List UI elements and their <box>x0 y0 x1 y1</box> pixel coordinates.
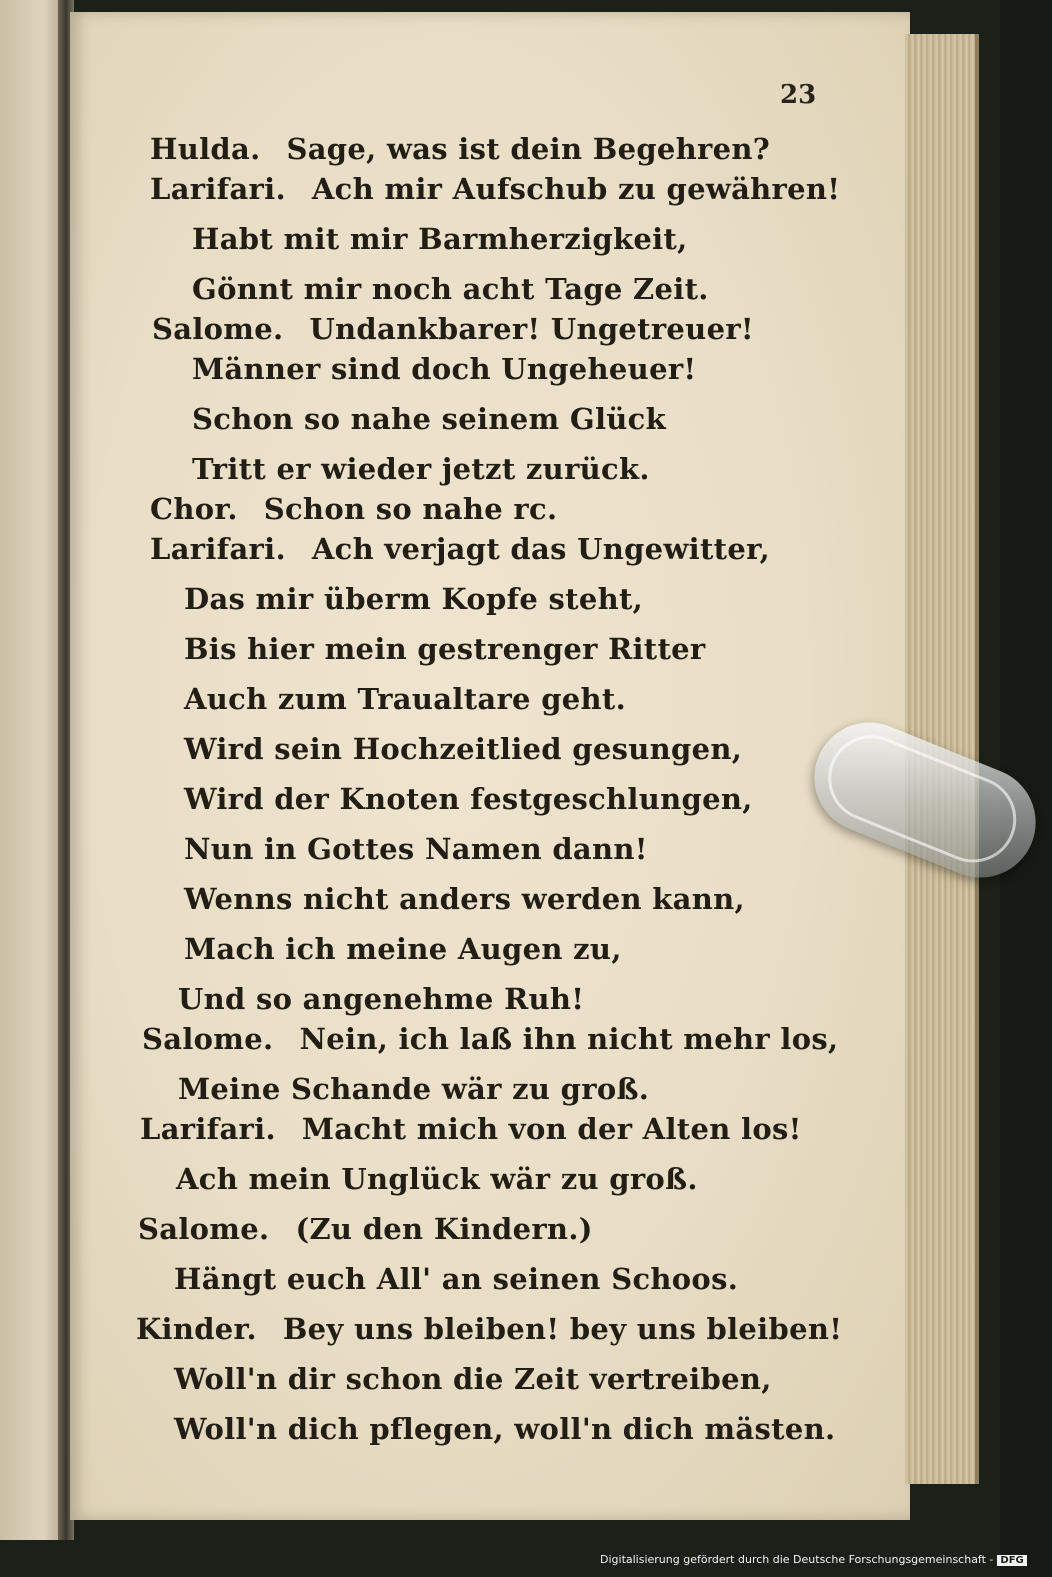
speaker-name: Salome. <box>142 1022 274 1056</box>
verse-line <box>184 626 706 672</box>
verse-line <box>174 1406 835 1452</box>
verse-line <box>192 346 696 392</box>
verse-line <box>184 576 643 622</box>
verse-line <box>176 1156 698 1202</box>
line-text: Hängt euch All' an seinen Schoos. <box>174 1262 739 1296</box>
line-text: Wenns nicht anders werden kann, <box>184 882 745 916</box>
line-text: Ach mir Aufschub zu gewähren! <box>311 172 841 206</box>
verse-line <box>184 876 745 922</box>
line-text: Und so angenehme Ruh! <box>178 982 585 1016</box>
line-text: Gönnt mir noch acht Tage Zeit. <box>192 272 709 306</box>
line-text: Auch zum Traualtare geht. <box>184 682 627 716</box>
speaker-name: Chor. <box>150 492 238 526</box>
verse-line <box>174 1356 772 1402</box>
verse-line <box>184 676 626 722</box>
verse-line <box>184 776 753 822</box>
line-text: Wird sein Hochzeitlied gesungen, <box>184 732 743 766</box>
verse-line <box>142 1016 838 1062</box>
verse-line <box>150 526 770 572</box>
line-text: Mach ich meine Augen zu, <box>184 932 622 966</box>
speaker-name: Salome. <box>138 1212 270 1246</box>
line-text: Wird der Knoten festgeschlungen, <box>184 782 753 816</box>
speaker-name: Larifari. <box>150 532 286 566</box>
verse-line <box>138 1206 593 1252</box>
credit-text: Digitalisierung gefördert durch die Deutsche Forschungsgemeinschaft - <box>600 1553 994 1566</box>
line-text: Schon so nahe rc. <box>263 492 558 526</box>
line-text: Undankbarer! Ungetreuer! <box>309 312 754 346</box>
speaker-name: Salome. <box>152 312 284 346</box>
line-text: Bey uns bleiben! bey uns bleiben! <box>282 1312 843 1346</box>
verse-line <box>184 826 648 872</box>
verse-line <box>192 216 688 262</box>
line-text: Ach verjagt das Ungewitter, <box>311 532 770 566</box>
speaker-name: Larifari. <box>150 172 286 206</box>
line-text: Das mir überm Kopfe steht, <box>184 582 644 616</box>
verse-line <box>192 396 666 442</box>
page-number: 23 <box>780 80 817 110</box>
dfg-logo: DFG <box>997 1555 1026 1566</box>
verse-line <box>150 166 840 212</box>
line-text: Sage, was ist dein Begehren? <box>286 132 771 166</box>
line-text: Schon so nahe seinem Glück <box>192 402 667 436</box>
line-text: Habt mit mir Barmherzigkeit, <box>192 222 688 256</box>
verse-line <box>184 926 622 972</box>
verse-line <box>184 726 742 772</box>
verse-line <box>140 1106 802 1152</box>
speaker-name: Hulda. <box>150 132 261 166</box>
digitization-credit <box>600 1553 1024 1575</box>
line-text: Nun in Gottes Namen dann! <box>184 832 648 866</box>
line-text: Bis hier mein gestrenger Ritter <box>184 632 706 666</box>
line-text: Tritt er wieder jetzt zurück. <box>192 452 650 486</box>
speaker-name: Larifari. <box>140 1112 276 1146</box>
line-text: Männer sind doch Ungeheuer! <box>192 352 697 386</box>
line-text: Ach mein Unglück wär zu groß. <box>176 1162 698 1196</box>
line-text: Woll'n dir schon die Zeit vertreiben, <box>174 1362 772 1396</box>
verse-line <box>174 1256 738 1302</box>
line-text: (Zu den Kindern.) <box>295 1212 593 1246</box>
line-text: Meine Schande wär zu groß. <box>178 1072 650 1106</box>
line-text: Nein, ich laß ihn nicht mehr los, <box>299 1022 839 1056</box>
line-text: Macht mich von der Alten los! <box>301 1112 802 1146</box>
verse-line <box>136 1306 842 1352</box>
speaker-name: Kinder. <box>136 1312 257 1346</box>
line-text: Woll'n dich pflegen, woll'n dich mästen. <box>174 1412 836 1446</box>
